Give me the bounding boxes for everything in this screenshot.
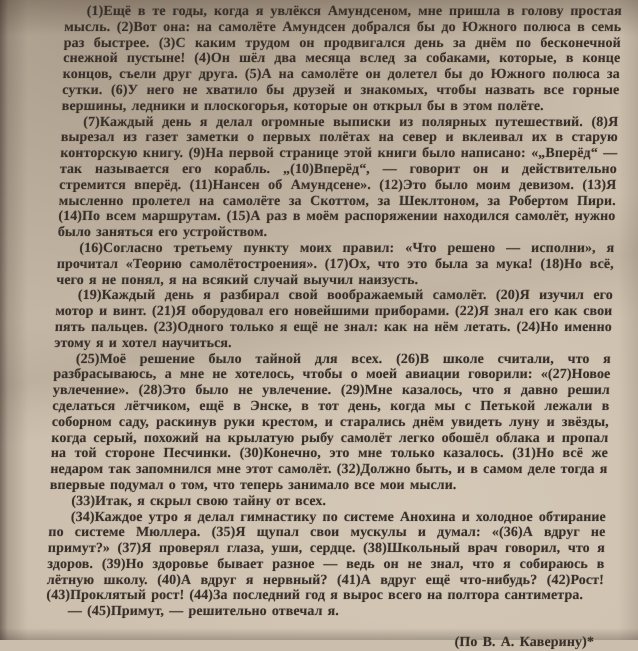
paragraph-3: (16)Согласно третьему пункту моих правил: «Что решено — исполни», я прочитал «Теорию самолётостроения». (17)Ох, что это была за мука! (18)Но всё, чего я не понял, я на всякий случай выучил наизусть. [56,240,615,288]
paragraph-5: (25)Моё решение было тайной для всех. (26)В школе считали, что я разбрасываюсь, а мне не хотелось, чтобы о моей авиации говорили: «(27)Новое увлечение». (28)Это было не увлечение. (29)Мне казалось, что я давно решил сделаться лётчиком, ещё в Энске, в тот день, когда мы с Петькой лежали в соборном саду, раскинув руки крестом, и старались днём увидеть луну и звёзды, когда серый, похожий на крылатую рыбу самолёт легко обошёл облака и пропал на той стороне Песчинки. (30)Конечно, это мне только казалось. (31)Но всё же недаром так запомнился мне этот самолёт. (32)Должно быть, и в самом деле тогда я впервые подумал о том, что теперь занимало все мои мысли. [49,351,612,493]
paragraph-4: (19)Каждый день я разбирал свой воображаемый самолёт. (20)Я изучил его мотор и винт. (21)Я оборудовал его новейшими приборами. (22)Я знал его как свои пять пальцев. (23)Одного только я ещё не знал: как на нём летать. (24)Но именно этому я и хотел научиться. [54,288,614,351]
paragraph-8-dialogue: — (45)Примут, — решительно отвечал я. [67,604,340,620]
paragraph-2: (7)Каждый день я делал огромные выписки из полярных путешествий. (8)Я вырезал из газет заметки о первых полётах на север и вклеивал их в старую конторскую книгу. (9)На первой странице этой книги было написано: «„Вперёд“ — так называется его корабль. „(10)Вперёд“, — говорит он и действительно стремится вперёд. (11)Нансен об Амундсене». (12)Это было моим девизом. (13)Я мысленно пролетел на самолёте за Скоттом, за Шеклтоном, за Робертом Пири. (14)По всем маршрутам. (15)А раз в моём распоряжении находился самолёт, нужно было заняться его устройством. [57,114,619,241]
text-passage [45,4,622,651]
paragraph-6: (33)Итак, я скрыл свою тайну от всех. [71,493,327,509]
paragraph-7: (34)Каждое утро я делал гимнастику по системе Анохина и холодное обтирание по системе Мюллера. (35)Я щупал свои мускулы и думал: «(36)А вдруг не примут?» (37)Я проверял глаза, уши, сердце. (38)Школьный врач говорил, что я здоров. (39)Но здоровье бывает разное — ведь он не знал, что я собираюсь в лётную школу. (40)А вдруг я нервный? (41)А вдруг ещё что-нибудь? (42)Рост! (43)Проклятый рост! (44)За последний год я вырос всего на полтора сантиметра. [46,509,607,604]
paragraph-1: (1)Ещё в те годы, когда я увлёкся Амундсеном, мне пришла в голову простая мысль. (2)Вот она: на самолёте Амундсен добрался бы до Южного полюса в семь раз быстрее. (3)С каким трудом он продвигался день за днём по бесконечной снежной пустыне! (4)Он шёл два месяца вслед за собаками, которые, в конце концов, съели друг друга. (5)А на самолёте он долетел бы до Южного полюса за сутки. (6)У него не хватило бы друзей и знакомых, чтобы назвать все горные вершины, ледники и плоскогорья, которые он открыл бы в этом полёте. [61,4,622,114]
author-attribution: (По В. А. Каверину)* [454,635,595,651]
